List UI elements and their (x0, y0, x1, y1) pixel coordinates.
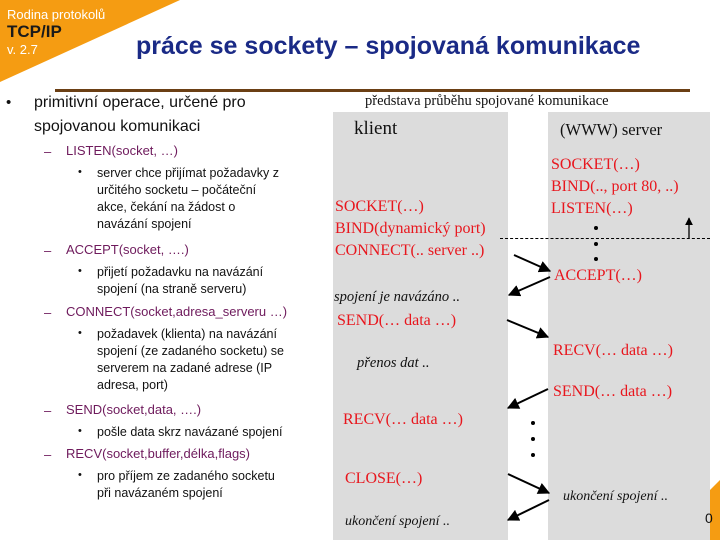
brand-version: v. 2.7 (7, 42, 38, 57)
listen-desc-3: akce, čekání na žádost o (97, 200, 236, 214)
connect-arrow (514, 255, 550, 271)
recv-desc-1: pro příjem ze zadaného socketu (97, 469, 275, 483)
main-bullet-line2: spojovanou komunikaci (34, 118, 201, 135)
server-accept: ACCEPT(…) (554, 267, 642, 284)
client-recv: RECV(… data …) (343, 411, 463, 428)
listen-desc-4: navázání spojení (97, 217, 192, 231)
dash-marker: – (44, 243, 52, 258)
connect-desc-1: požadavek (klienta) na navázání (97, 327, 277, 341)
brand-line2: TCP/IP (7, 22, 62, 41)
close-arrow (508, 474, 549, 493)
bullet-marker: • (6, 94, 12, 111)
listen-desc-1: server chce přijímat požadavky z (97, 166, 280, 180)
server-send: SEND(… data …) (553, 383, 673, 400)
client-send: SEND(… data …) (337, 312, 457, 329)
sub-bullet-marker: • (78, 469, 82, 481)
client-bind: BIND(dynamický port) (335, 220, 486, 237)
accept-reply-arrow (509, 277, 550, 295)
server-label: (WWW) server (560, 120, 663, 139)
connect-desc-4: adresa, port) (97, 378, 168, 392)
data-transfer: přenos dat .. (357, 355, 430, 371)
connect-desc-2: spojení (ze zadaného socketu) se (97, 344, 284, 358)
server-recv: RECV(… data …) (553, 342, 673, 359)
sub-bullet-marker: • (78, 166, 82, 178)
listen-label: LISTEN(socket, …) (66, 143, 178, 158)
page-number: 0 (705, 510, 713, 526)
client-termination: ukončení spojení .. (345, 514, 450, 529)
recv-desc-2: při navázaném spojení (97, 486, 223, 500)
sub-bullet-marker: • (78, 327, 82, 339)
server-listen: LISTEN(…) (551, 200, 633, 217)
diagram-caption: představa průběhu spojované komunikace (365, 93, 609, 109)
send-arrow (507, 320, 548, 337)
send-desc-1: pošle data skrz navázané spojení (97, 425, 283, 439)
brand-line1: Rodina protokolů (7, 7, 106, 22)
accept-label: ACCEPT(socket, ….) (66, 242, 189, 257)
connection-established: spojení je navázáno .. (334, 289, 461, 305)
connect-label: CONNECT(socket,adresa_serveru …) (66, 304, 288, 319)
listen-desc-2: určitého socketu – počáteční (97, 183, 257, 197)
client-close: CLOSE(…) (345, 470, 423, 487)
dash-marker: – (44, 403, 52, 418)
send-label: SEND(socket,data, ….) (66, 402, 202, 417)
server-termination: ukončení spojení .. (563, 489, 668, 504)
main-bullet-line1: primitivní operace, určené pro (34, 94, 246, 111)
server-send-arrow (508, 389, 548, 408)
recv-label: RECV(socket,buffer,délka,flags) (66, 446, 251, 461)
server-socket: SOCKET(…) (551, 156, 640, 173)
sub-bullet-marker: • (78, 425, 82, 437)
slide-title: práce se sockety – spojovaná komunikace (136, 32, 641, 60)
client-label: klient (354, 118, 398, 139)
server-bind: BIND(.., port 80, ..) (551, 178, 679, 195)
accept-desc-2: spojení (na straně serveru) (97, 282, 247, 296)
connect-desc-3: serverem na zadané adrese (IP (97, 361, 273, 375)
client-connect: CONNECT(.. server ..) (335, 242, 485, 259)
sub-bullet-marker: • (78, 265, 82, 277)
dash-marker: – (44, 447, 52, 462)
client-socket: SOCKET(…) (335, 198, 424, 215)
termination-arrow (508, 500, 549, 520)
dash-marker: – (44, 305, 52, 320)
dash-marker: – (44, 144, 52, 159)
accept-desc-1: přijetí požadavku na navázání (97, 265, 264, 279)
